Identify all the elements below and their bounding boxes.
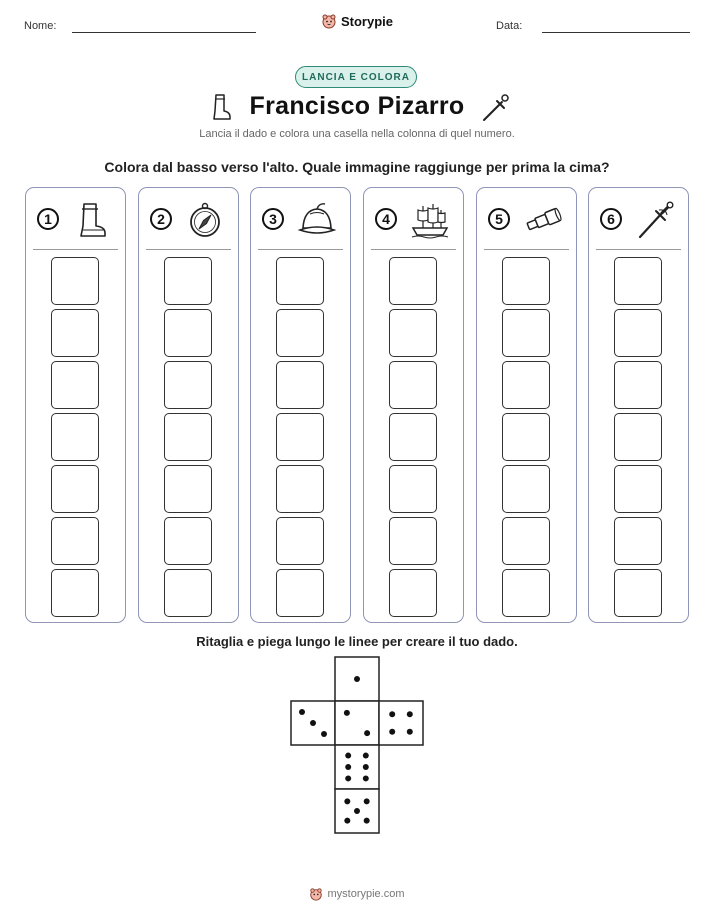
dice-pip	[363, 764, 369, 770]
instruction-text: Colora dal basso verso l'alto. Quale immagine raggiunge per prima la cima?	[104, 159, 610, 175]
column-number: 2	[150, 208, 172, 230]
date-label: Data:	[496, 20, 523, 32]
dice-pip	[363, 753, 369, 759]
activity-badge: LANCIA E COLORA	[295, 66, 417, 88]
footer-url: mystorypie.com	[327, 888, 405, 900]
dice-pip	[299, 709, 305, 715]
dice-pip	[344, 798, 350, 804]
dice-pip	[389, 729, 395, 735]
dice-pip	[363, 775, 369, 781]
cut-instruction: Ritaglia e piega lungo le linee per creare il tuo dado.	[196, 634, 518, 649]
column-number: 4	[375, 208, 397, 230]
storypie-mascot-icon	[309, 887, 323, 901]
column-number: 6	[600, 208, 622, 230]
dice-pip	[354, 808, 360, 814]
dice-pip	[407, 729, 413, 735]
dice-face-2	[335, 701, 379, 745]
dice-face-4	[379, 701, 423, 745]
dice-pip	[310, 720, 316, 726]
dice-pip	[364, 818, 370, 824]
column-number: 3	[262, 208, 284, 230]
dice-face-1	[335, 657, 379, 701]
footer	[0, 887, 714, 901]
dice-pip	[344, 710, 350, 716]
dice-pip	[407, 711, 413, 717]
dice-face-5	[335, 789, 379, 833]
dice-pip	[389, 711, 395, 717]
dice-face-6	[335, 745, 379, 789]
dice-pip	[344, 818, 350, 824]
dice-pip	[364, 730, 370, 736]
dice-pip	[364, 798, 370, 804]
page-subtitle: Lancia il dado e colora una casella nella colonna di quel numero.	[199, 128, 515, 140]
dice-face-3	[291, 701, 335, 745]
dice-pip	[345, 775, 351, 781]
column-number: 5	[488, 208, 510, 230]
dice-pip	[321, 731, 327, 737]
page-title: Francisco Pizarro	[249, 92, 465, 120]
dice-pip	[345, 764, 351, 770]
name-label: Nome:	[24, 20, 57, 32]
dice-pip	[354, 676, 360, 682]
brand-name: Storypie	[340, 13, 393, 29]
column-number: 1	[37, 208, 59, 230]
dice-pip	[345, 753, 351, 759]
